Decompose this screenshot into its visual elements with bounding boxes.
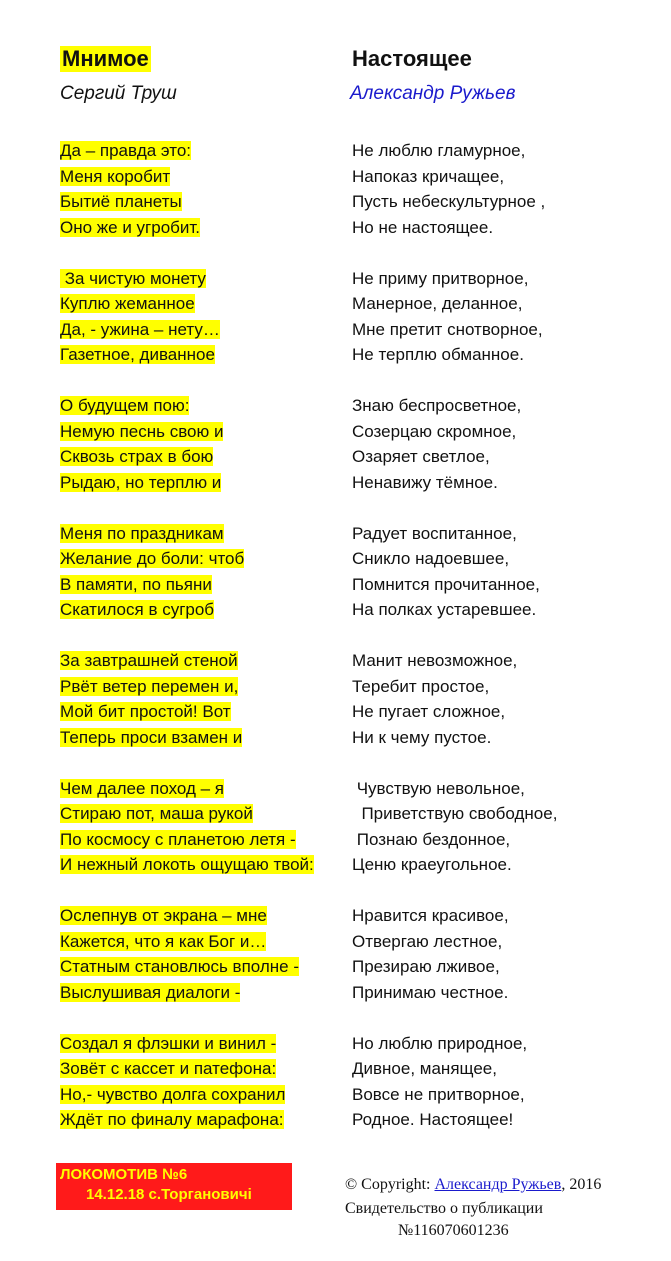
right-poem-line xyxy=(352,1056,557,1082)
left-poem-line-text: Кажется, что я как Бог и… xyxy=(60,931,267,951)
right-poem-title: Настоящее xyxy=(352,46,472,71)
right-poem-line-text: Приветствую свободное, xyxy=(352,804,558,823)
left-poem-line-text: Теперь проси взамен и xyxy=(60,727,243,747)
right-poem-line-text: Пусть небескультурное , xyxy=(352,192,546,211)
left-poem-line-text: Рвёт ветер перемен и, xyxy=(60,676,239,696)
right-poem-line-text: Озаряет светлое, xyxy=(352,447,490,466)
left-poem-line-text: Меня по праздникам xyxy=(60,523,224,543)
right-poem-author: Александр Ружьев xyxy=(350,83,516,104)
copyright-author-link[interactable]: Александр Ружьев xyxy=(434,1176,562,1193)
right-poem-line xyxy=(352,317,557,343)
right-poem-line-text: Познаю бездонное, xyxy=(352,829,511,849)
stanza-gap xyxy=(60,495,314,521)
left-poem-line-text: В памяти, по пьяни xyxy=(60,574,212,594)
right-poem-line-text: Ценю краеугольное. xyxy=(352,855,512,874)
right-poem-line xyxy=(352,1082,557,1108)
left-poem-line xyxy=(60,521,314,547)
right-poem-line-text: Нравится красивое, xyxy=(352,906,509,925)
right-poem-line xyxy=(352,674,557,700)
left-poem-line xyxy=(60,929,314,955)
left-poem-line xyxy=(60,546,314,572)
left-poem-line-text: Стираю пот, маша рукой xyxy=(60,804,253,823)
right-poem-line xyxy=(352,419,557,445)
left-poem-line xyxy=(60,444,314,470)
right-poem-line-text: Мне претит снотворное, xyxy=(352,319,543,339)
stanza-gap xyxy=(60,750,314,776)
left-poem-line xyxy=(60,648,314,674)
left-poem-line-text: Рыдаю, но терплю и xyxy=(60,472,222,492)
left-stanza xyxy=(60,266,314,368)
right-stanza xyxy=(352,266,557,368)
stanza-gap xyxy=(60,878,314,904)
left-stanza xyxy=(60,138,314,240)
left-poem-line xyxy=(60,215,314,241)
right-poem-line-text: Но люблю природное, xyxy=(352,1033,528,1053)
right-poem-line xyxy=(352,291,557,317)
left-poem-line xyxy=(60,342,314,368)
right-poem-line xyxy=(352,189,557,215)
right-stanza xyxy=(352,138,557,240)
right-poem-line xyxy=(352,521,557,547)
left-poem-line-text: Чем далее поход – я xyxy=(60,778,225,798)
stamp-line-1: ЛОКОМОТИВ №6 xyxy=(60,1166,188,1183)
right-poem-line xyxy=(352,776,557,802)
left-poem-line-text: Мой бит простой! Вот xyxy=(60,702,231,721)
right-poem-line-text: Принимаю честное. xyxy=(352,982,509,1002)
right-poem-line-text: Манит невозможное, xyxy=(352,651,518,670)
stanza-gap xyxy=(60,1005,314,1031)
left-poem-line xyxy=(60,725,314,751)
stanza-gap xyxy=(352,368,557,394)
right-stanza xyxy=(352,776,557,878)
right-stanza xyxy=(352,521,557,623)
left-poem-body xyxy=(60,138,314,1133)
left-poem-line xyxy=(60,776,314,802)
left-poem-line xyxy=(60,852,314,878)
left-stanza xyxy=(60,1031,314,1133)
right-poem-line xyxy=(352,164,557,190)
right-poem-line-text: Созерцаю скромное, xyxy=(352,421,517,441)
stanza-gap xyxy=(352,240,557,266)
right-poem-line-text: Отвергаю лестное, xyxy=(352,931,503,951)
left-poem-line-text: Скатилося в сугроб xyxy=(60,600,215,619)
right-poem-line xyxy=(352,444,557,470)
right-poem-line xyxy=(352,597,557,623)
right-poem-line xyxy=(352,852,557,878)
left-poem-line-text: Выслушивая диалоги - xyxy=(60,982,241,1002)
left-poem-line xyxy=(60,572,314,598)
right-poem-line-text: Родное. Настоящее! xyxy=(352,1110,514,1129)
left-poem-line-text: И нежный локоть ощущаю твой: xyxy=(60,855,314,874)
right-poem-line-text: Не пугает сложное, xyxy=(352,702,506,721)
left-poem-line xyxy=(60,827,314,853)
right-poem-line-text: Не приму притворное, xyxy=(352,268,529,288)
stanza-gap xyxy=(352,750,557,776)
right-poem-line-text: Сникло надоевшее, xyxy=(352,549,510,568)
stanza-gap xyxy=(352,495,557,521)
left-poem-line-text: За чистую монету xyxy=(60,268,206,288)
left-poem-line xyxy=(60,1031,314,1057)
right-stanza xyxy=(352,393,557,495)
left-poem-line xyxy=(60,393,314,419)
right-poem-line-text: Напоказ кричащее, xyxy=(352,166,505,186)
stanza-gap xyxy=(60,623,314,649)
left-poem-line xyxy=(60,903,314,929)
right-poem-line xyxy=(352,1107,557,1133)
stamp-banner xyxy=(56,1163,292,1210)
right-poem-line xyxy=(352,342,557,368)
left-poem-line xyxy=(60,1056,314,1082)
stanza-gap xyxy=(352,878,557,904)
left-poem-line xyxy=(60,980,314,1006)
right-poem-line-text: Помнится прочитанное, xyxy=(352,574,540,594)
left-stanza xyxy=(60,393,314,495)
right-poem-line xyxy=(352,801,557,827)
left-poem-line-text: Ослепнув от экрана – мне xyxy=(60,906,267,925)
left-poem-line-text: Немую песнь свою и xyxy=(60,421,224,441)
right-stanza xyxy=(352,648,557,750)
right-poem-line xyxy=(352,648,557,674)
left-poem-line-text: Статным становлюсь вполне - xyxy=(60,957,300,976)
left-poem-line xyxy=(60,164,314,190)
right-poem-line-text: Манерное, деланное, xyxy=(352,294,523,313)
right-poem-line-text: Вовсе не притворное, xyxy=(352,1084,525,1104)
stanza-gap xyxy=(352,1005,557,1031)
left-poem-line xyxy=(60,266,314,292)
left-poem-line-text: Желание до боли: чтоб xyxy=(60,549,245,568)
left-poem-line xyxy=(60,317,314,343)
right-poem-body xyxy=(352,138,557,1133)
left-poem-line xyxy=(60,189,314,215)
left-poem-line-text: Куплю жеманное xyxy=(60,294,195,313)
right-poem-line xyxy=(352,1031,557,1057)
left-poem-line-text: Создал я флэшки и винил - xyxy=(60,1033,277,1053)
left-poem-line xyxy=(60,1107,314,1133)
right-poem-line xyxy=(352,215,557,241)
left-poem-line-text: Ждёт по финалу марафона: xyxy=(60,1110,284,1129)
stanza-gap xyxy=(60,240,314,266)
copyright-prefix: © Copyright: xyxy=(345,1176,435,1193)
right-poem-line-text: Ни к чему пустое. xyxy=(352,727,492,747)
right-stanza xyxy=(352,1031,557,1133)
left-poem-line-text: Меня коробит xyxy=(60,166,171,186)
right-poem-line xyxy=(352,725,557,751)
left-poem-line-text: Но,- чувство долга сохранил xyxy=(60,1084,286,1104)
right-poem-line xyxy=(352,827,557,853)
left-poem-line-text: Бытиё планеты xyxy=(60,192,182,211)
right-poem-line-text: Ненавижу тёмное. xyxy=(352,472,498,492)
left-poem-line xyxy=(60,138,314,164)
copyright-line xyxy=(345,1173,601,1197)
stanza-gap xyxy=(352,623,557,649)
left-poem-line-text: Да – правда это: xyxy=(60,141,191,160)
left-poem-line-text: О будущем пою: xyxy=(60,396,190,415)
right-poem-line xyxy=(352,980,557,1006)
right-poem-line-text: Теребит простое, xyxy=(352,676,490,696)
right-stanza xyxy=(352,903,557,1005)
left-poem-line xyxy=(60,597,314,623)
left-poem-line xyxy=(60,291,314,317)
right-poem-line-text: Не терплю обманное. xyxy=(352,345,524,364)
left-poem-line xyxy=(60,699,314,725)
certificate-label: Свидетельство о публикации xyxy=(345,1200,543,1217)
right-poem-line xyxy=(352,929,557,955)
left-poem-line-text: За завтрашней стеной xyxy=(60,651,238,670)
left-poem-author: Сергий Труш xyxy=(60,83,177,104)
right-poem-line xyxy=(352,903,557,929)
right-poem-line xyxy=(352,266,557,292)
left-poem-line-text: Газетное, диванное xyxy=(60,345,215,364)
left-poem-line xyxy=(60,674,314,700)
right-poem-line-text: На полках устаревшее. xyxy=(352,600,537,619)
left-poem-line-text: Да, - ужина – нету… xyxy=(60,319,220,339)
right-poem-line-text: Знаю беспросветное, xyxy=(352,396,522,415)
right-poem-line xyxy=(352,138,557,164)
left-poem-line-text: Зовёт с кассет и патефона: xyxy=(60,1059,277,1078)
right-poem-line-text: Чувствую невольное, xyxy=(352,778,525,798)
right-poem-line-text: Но не настоящее. xyxy=(352,217,494,237)
left-stanza xyxy=(60,648,314,750)
right-poem-line xyxy=(352,546,557,572)
left-stanza xyxy=(60,776,314,878)
left-poem-line-text: По космосу с планетою летя - xyxy=(60,829,296,849)
right-poem-line xyxy=(352,699,557,725)
left-poem-line xyxy=(60,419,314,445)
right-poem-line xyxy=(352,954,557,980)
left-poem-line xyxy=(60,470,314,496)
stanza-gap xyxy=(60,368,314,394)
left-poem-line-text: Сквозь страх в бою xyxy=(60,447,214,466)
right-poem-line xyxy=(352,470,557,496)
right-poem-line xyxy=(352,393,557,419)
left-stanza xyxy=(60,521,314,623)
left-poem-line-text: Оно же и угробит. xyxy=(60,217,201,237)
left-poem-line xyxy=(60,1082,314,1108)
copyright-block xyxy=(345,1173,601,1221)
left-stanza xyxy=(60,903,314,1005)
right-poem-line-text: Дивное, манящее, xyxy=(352,1059,497,1078)
left-poem-line xyxy=(60,954,314,980)
right-poem-line-text: Радует воспитанное, xyxy=(352,523,517,543)
certificate-number: №116070601236 xyxy=(398,1222,509,1239)
right-poem-line-text: Не люблю гламурное, xyxy=(352,141,526,160)
right-poem-line xyxy=(352,572,557,598)
left-poem-title: Мнимое xyxy=(62,46,149,71)
copyright-year: , 2016 xyxy=(561,1176,602,1193)
stamp-line-2: 14.12.18 с.Торгановичі xyxy=(86,1186,252,1203)
left-poem-line xyxy=(60,801,314,827)
right-poem-line-text: Презираю лживое, xyxy=(352,957,500,976)
